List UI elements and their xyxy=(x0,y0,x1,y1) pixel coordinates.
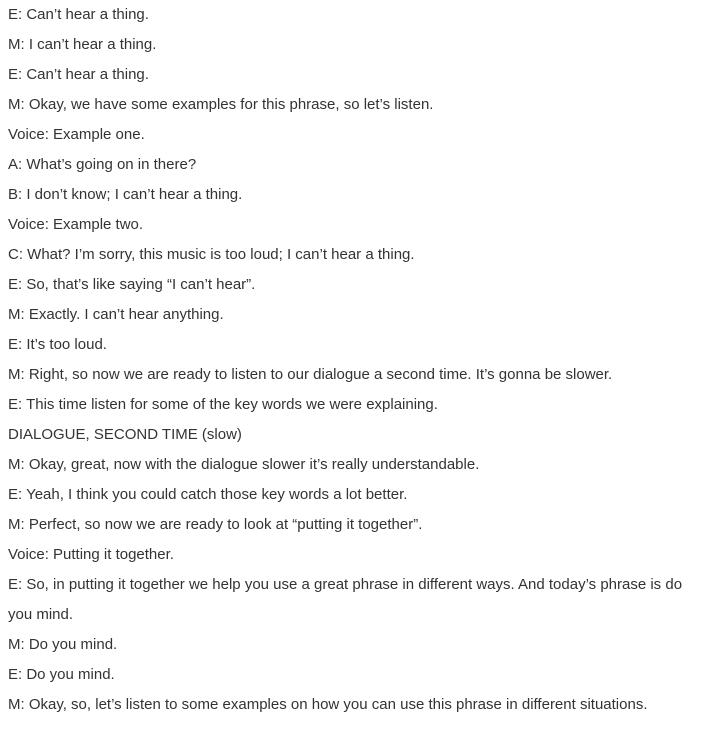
transcript-line: M: Do you mind. xyxy=(8,636,118,653)
transcript-line: M: Okay, so, let’s listen to some examples on how you can use this phrase in different situations. xyxy=(8,696,648,713)
transcript-line: Voice: Putting it together. xyxy=(8,546,174,563)
transcript-line: B: I don’t know; I can’t hear a thing. xyxy=(8,186,243,203)
transcript-line: E: It’s too loud. xyxy=(8,336,107,353)
transcript-line: E: So, in putting it together we help you use a great phrase in different ways. And today’s phrase is do you mind. xyxy=(8,576,687,623)
transcript-line: M: Right, so now we are ready to listen to our dialogue a second time. It’s gonna be slower. xyxy=(8,366,613,383)
transcript-line: M: Okay, we have some examples for this phrase, so let’s listen. xyxy=(8,96,434,113)
transcript-line: M: Okay, great, now with the dialogue slower it’s really understandable. xyxy=(8,456,480,473)
transcript-line: E: So, that’s like saying “I can’t hear”. xyxy=(8,276,256,293)
transcript-line: E: Do you mind. xyxy=(8,666,115,683)
transcript-line: M: Exactly. I can’t hear anything. xyxy=(8,306,224,323)
transcript-line: Voice: Example two. xyxy=(8,216,144,233)
section-heading: DIALOGUE, SECOND TIME (slow) xyxy=(8,426,242,443)
transcript-line: E: This time listen for some of the key words we were explaining. xyxy=(8,396,438,413)
transcript-line: C: What? I’m sorry, this music is too loud; I can’t hear a thing. xyxy=(8,246,415,263)
transcript-line: E: Yeah, I think you could catch those key words a lot better. xyxy=(8,486,408,503)
transcript-line: M: I can’t hear a thing. xyxy=(8,36,157,53)
transcript-line: E: Can’t hear a thing. xyxy=(8,66,149,83)
transcript-line: M: Perfect, so now we are ready to look at “putting it together”. xyxy=(8,516,423,533)
transcript-line: E: Can’t hear a thing. xyxy=(8,6,149,23)
transcript-line: A: What’s going on in there? xyxy=(8,156,197,173)
transcript-line: Voice: Example one. xyxy=(8,126,145,143)
